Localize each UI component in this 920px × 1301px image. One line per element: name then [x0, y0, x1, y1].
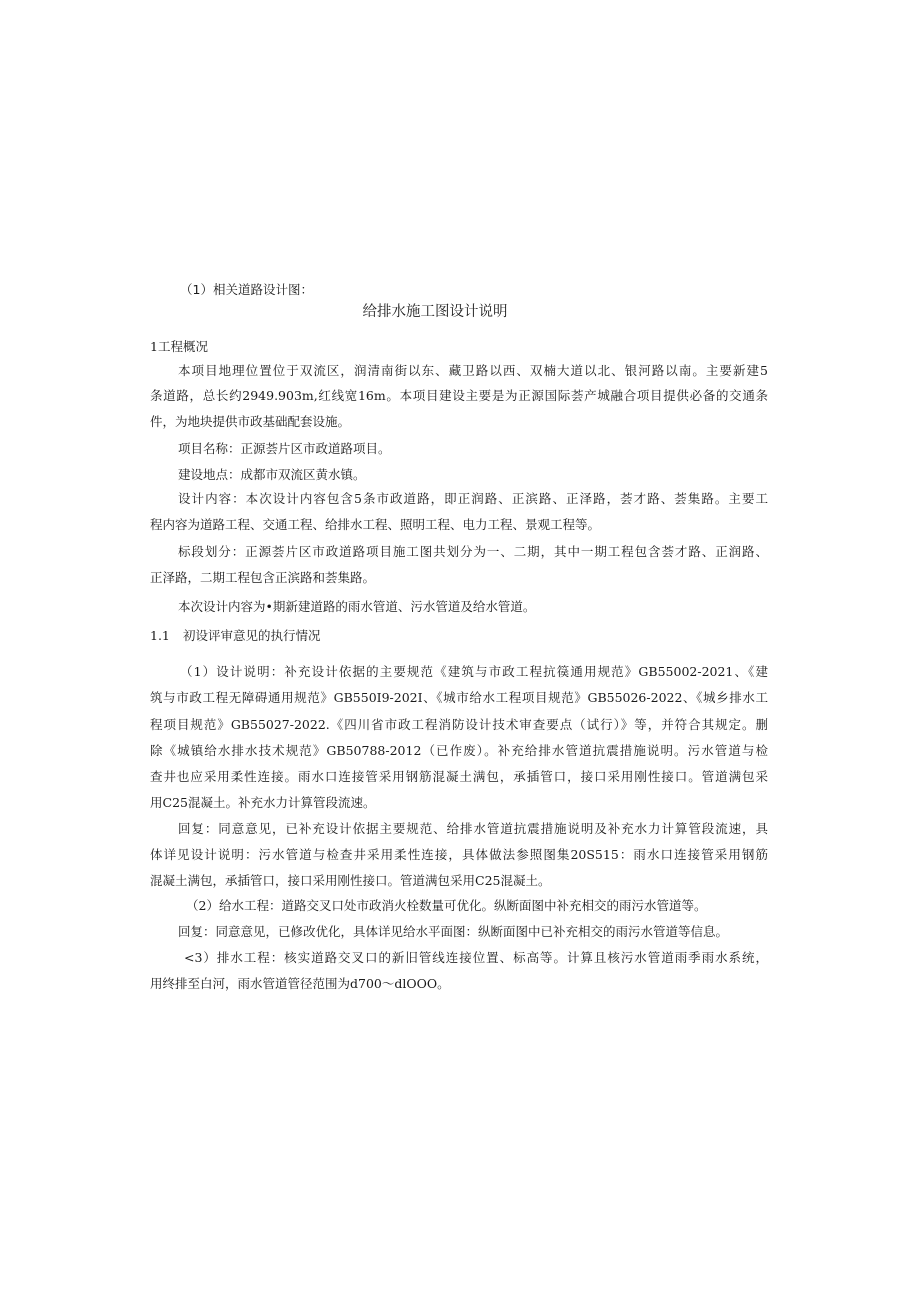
section-1-1-number: 1.1	[150, 628, 170, 643]
overview-line-2: 条道路，总长约2949.903m,红线宽16m。本项目建设主要是为正源国际荟产城融合项目提供必备的交通条	[150, 388, 768, 403]
document-title: 给排水施工图设计说明	[362, 304, 508, 320]
review-3-line-1: <3）排水工程：核实道路交叉口的新旧管线连接位置、标高等。计算且核污水管道雨季雨水系统，	[184, 950, 768, 965]
review-1-line-6: 用C25混凝土。补充水力计算管段流速。	[150, 795, 376, 810]
reply-1-line-2: 体详见设计说明：污水管道与检查井采用柔性连接，具体做法参照图集20S515：雨水口连接管采用钢筋	[150, 847, 768, 862]
review-1-line-1: （1）设计说明：补充设计依据的主要规范《建筑与市政工程抗篌通用规范》GB55002-2021、《建	[180, 664, 768, 679]
intro-line: （1）相关道路设计图：	[180, 282, 313, 297]
review-1-line-5: 查井也应采用柔性连接。雨水口连接管采用钢筋混凝土满包，承插管口，接口采用刚性接口。管道满包采	[150, 769, 768, 784]
reply-1-line-1: 回复：同意意见，已补充设计依据主要规范、给排水管道抗震措施说明及补充水力计算管段流速，具	[178, 821, 768, 836]
review-1-line-2: 筑与市政工程无障碍通用规范》GB550I9-202I、《城市给水工程项目规范》GB55026-2022、《城乡排水工	[150, 690, 768, 705]
reply-2: 回复：同意意见，已修改优化，具体详见给水平面图：纵断面图中已补充相交的雨污水管道等信息。	[178, 924, 729, 939]
review-3-line-2: 用终排至白河，雨水管道管径范围为d700〜dlOOO。	[150, 976, 450, 991]
project-name: 项目名称：正源荟片区市政道路项目。	[178, 441, 391, 456]
overview-line-3: 件，为地块提供市政基础配套设施。	[150, 414, 351, 429]
scope-note: 本次设计内容为•期新建道路的雨水管道、污水管道及给水管道。	[178, 599, 536, 614]
section-1-1-title: 初设评审意见的执行情况	[183, 628, 321, 643]
design-content-line-2: 程内容为道路工程、交通工程、给排水工程、照明工程、电力工程、景观工程等。	[150, 517, 601, 532]
review-1-line-3: 程项目规范》GB55027-2022.《四川省市政工程消防设计技术审查要点（试行）》等，并符合其规定。删	[150, 717, 768, 732]
section-division-line-2: 正泽路，二期工程包含正滨路和荟集路。	[150, 570, 376, 585]
construction-location: 建设地点：成都市双流区黄水镇。	[178, 467, 366, 482]
section-division-line-1: 标段划分：正源荟片区市政道路项目施工图共划分为一、二期，其中一期工程包含荟才路、正润路、	[178, 544, 768, 559]
reply-1-line-3: 混凝土满包，承插管口，接口采用刚性接口。管道满包采用C25混凝土。	[150, 873, 551, 888]
review-1-line-4: 除《城镇给水排水技术规范》GB50788-2012（已作废）。补充给排水管道抗震措施说明。污水管道与检	[150, 743, 768, 758]
review-2: （2）给水工程：道路交叉口处市政消火栓数量可优化。纵断面图中补充相交的雨污水管道等。	[186, 898, 707, 913]
section-1-heading: 1工程概况	[150, 339, 208, 354]
design-content-line-1: 设计内容：本次设计内容包含5条市政道路，即正润路、正滨路、正泽路，荟才路、荟集路。主要工	[178, 491, 768, 506]
overview-line-1: 本项目地理位置位于双流区，润清南街以东、藏卫路以西、双楠大道以北、银河路以南。主要新建5	[178, 363, 768, 378]
